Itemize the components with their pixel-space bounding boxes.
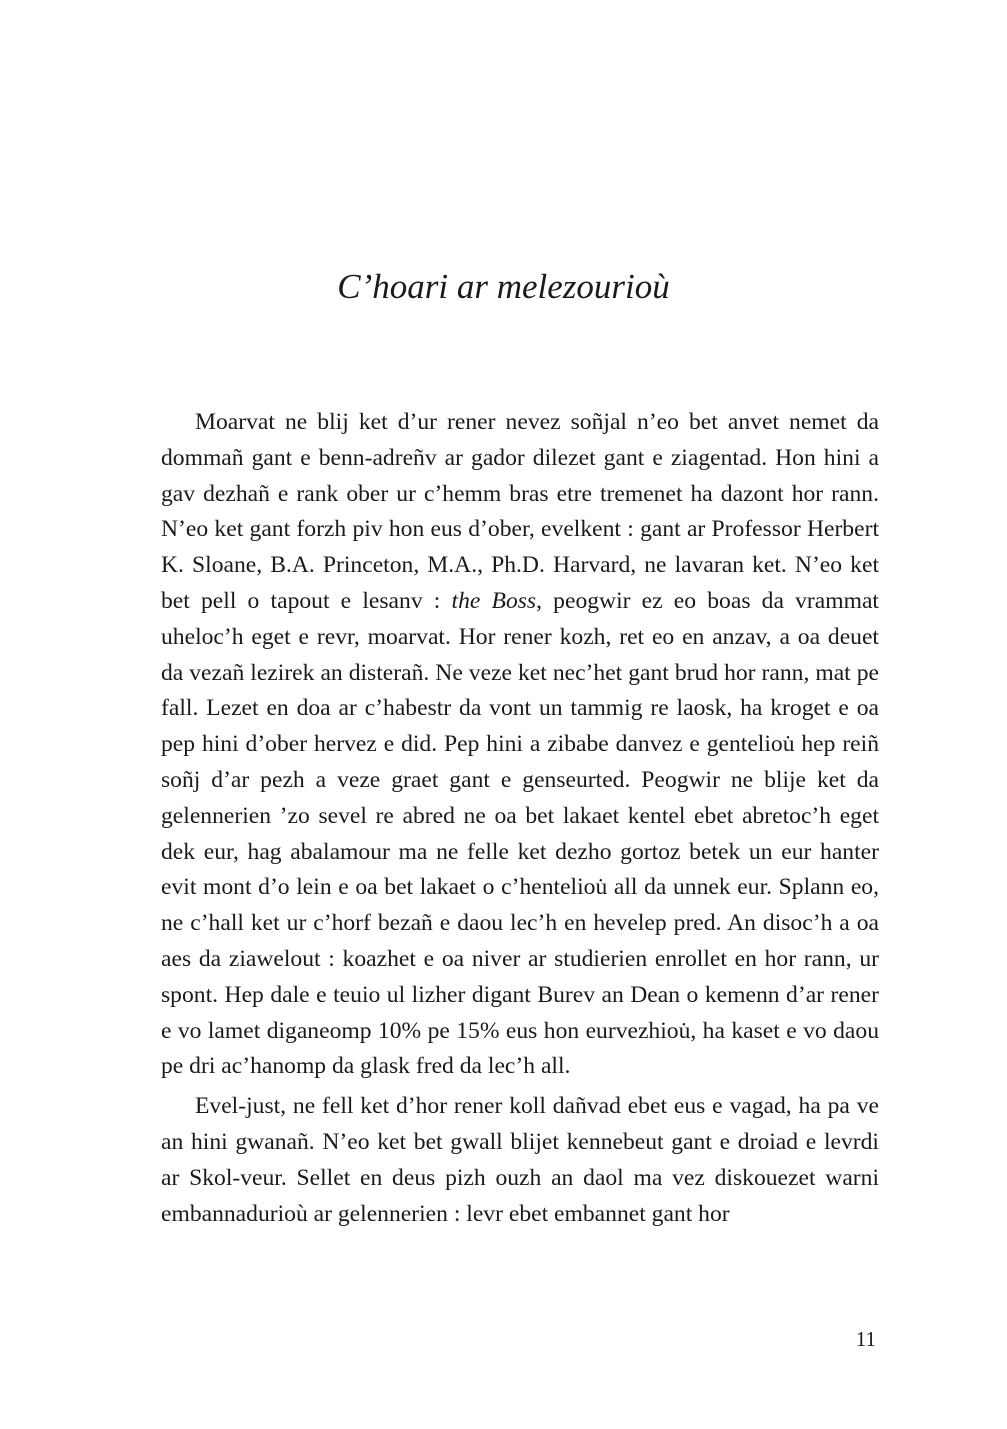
paragraph-2-text: Evel-just, ne fell ket d’hor rener koll dañvad ebet eus e vagad, ha pa ve an hini gwanañ. N’eo ket bet gwall blijet kennebeut gant e droiad e levrdi ar Skol-veur. Sellet en deus pizh ouzh an daol ma vez diskouezet warni embannadurioù ar gelennerien : levr ebet embannet gant hor — [161, 1093, 879, 1227]
paragraph-2 — [161, 1089, 879, 1232]
paragraph-1 — [161, 405, 879, 1085]
paragraph-1-italic-text: the Boss — [451, 587, 537, 614]
chapter-title: C’hoari ar melezourioù — [337, 267, 670, 306]
page-number: 11 — [855, 1327, 876, 1351]
body-text — [161, 405, 879, 1232]
paragraph-1-text-b: , peogwir ez eo boas da vrammat uheloc’h eget e revr, moarvat. Hor rener kozh, ret eo en anzav, a oa deuet da vezañ lezirek an disterañ. Ne veze ket nec’het gant brud hor rann, mat pe fall. Lezet en doa ar c’habestr da vont un tammig re laosk, ha kroget e oa pep hini d’ober hervez e did. Pep hini a zibabe danvez e genteliou̇ hep reiñ soñj d’ar pezh a veze graet gant e genseurted. Peogwir ne blije ket da gelennerien ’zo sevel re abred ne oa bet lakaet kentel ebet abretoc’h eget dek eur, hag abalamour ma ne felle ket dezho gortoz betek un eur hanter evit mont d’o lein e oa bet lakaet o c’henteliou̇ all da unnek eur. Splann eo, ne c’hall ket ur c’horf bezañ e daou lec’h en hevelep pred. An disoc’h a oa aes da ziawelout : koazhet e oa niver ar studierien enrollet en hor rann, ur spont. Hep dale e teuio ul lizher digant Burev an Dean o kemenn d’ar rener e vo lamet diganeomp 10% pe 15% eus hon eurvezhiou̇, ha kaset e vo daou pe dri ac’hanomp da glask fred da lec’h all. — [161, 587, 879, 1080]
paragraph-1-text-a: Moarvat ne blij ket d’ur rener nevez soñjal n’eo bet anvet nemet da dommañ gant e benn-adreñv ar gador dilezet gant e ziagentad. Hon hini a gav dezhañ e rank ober ur c’hemm bras etre tremenet ha dazont hor rann. N’eo ket gant forzh piv hon eus d’ober, evelkent : gant ar Professor Herbert K. Sloane, B.A. Princeton, M.A., Ph.D. Harvard, ne lavaran ket. N’eo ket bet pell o tapout e lesanv : — [161, 409, 879, 614]
